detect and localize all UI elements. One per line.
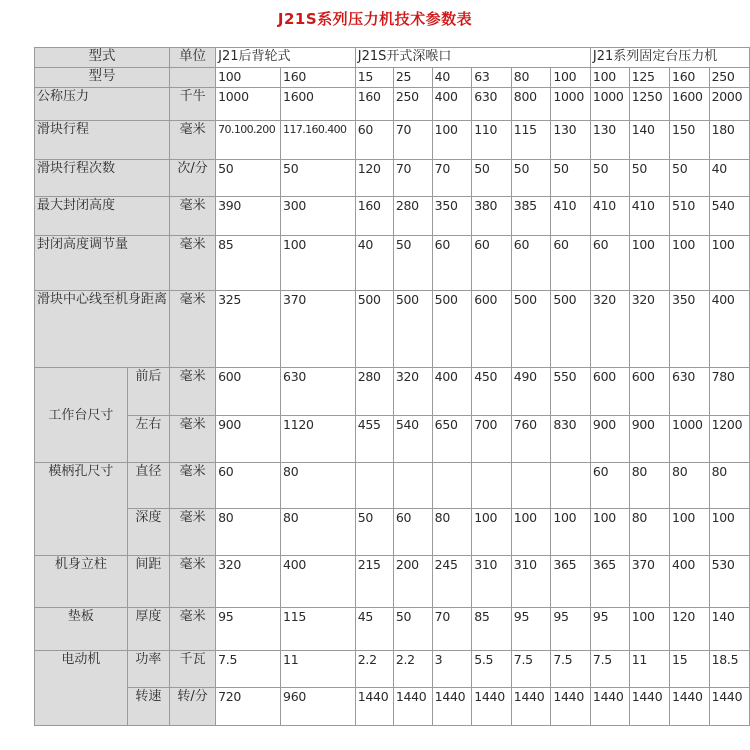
value-cell: 365 bbox=[590, 556, 629, 608]
value-cell: 50 bbox=[590, 160, 629, 197]
sub-label: 直径 bbox=[127, 463, 169, 509]
value-cell: 50 bbox=[393, 608, 432, 651]
value-cell: 15 bbox=[670, 651, 710, 688]
value-cell: 100 bbox=[709, 236, 749, 291]
value-cell: 600 bbox=[216, 368, 281, 416]
value-cell: 7.5 bbox=[511, 651, 551, 688]
data-row bbox=[35, 291, 750, 368]
row-unit: 毫米 bbox=[170, 291, 216, 368]
value-cell: 120 bbox=[670, 608, 710, 651]
value-cell: 700 bbox=[472, 416, 512, 463]
value-cell: 25 bbox=[393, 68, 432, 88]
value-cell: 40 bbox=[709, 160, 749, 197]
value-cell: 1440 bbox=[511, 688, 551, 726]
value-cell: 100 bbox=[281, 236, 356, 291]
sub-label: 间距 bbox=[127, 556, 169, 608]
value-cell: 370 bbox=[281, 291, 356, 368]
value-cell: 250 bbox=[709, 68, 749, 88]
value-cell: 3 bbox=[432, 651, 472, 688]
row-unit: 毫米 bbox=[170, 608, 216, 651]
value-cell: 7.5 bbox=[590, 651, 629, 688]
value-cell: 600 bbox=[590, 368, 629, 416]
value-cell: 100 bbox=[472, 509, 512, 556]
value-cell: 400 bbox=[432, 368, 472, 416]
value-cell: 45 bbox=[355, 608, 393, 651]
value-cell: 280 bbox=[393, 197, 432, 236]
value-cell: 1600 bbox=[281, 88, 356, 121]
row-unit: 毫米 bbox=[170, 509, 216, 556]
value-cell: 600 bbox=[472, 291, 512, 368]
row-label: 滑块行程次数 bbox=[35, 160, 170, 197]
value-cell: 100 bbox=[590, 509, 629, 556]
value-cell: 1000 bbox=[216, 88, 281, 121]
spec-table bbox=[34, 47, 750, 726]
value-cell: 60 bbox=[511, 236, 551, 291]
value-cell: 100 bbox=[551, 68, 591, 88]
value-cell: 50 bbox=[216, 160, 281, 197]
value-cell: 510 bbox=[670, 197, 710, 236]
value-cell: 100 bbox=[670, 509, 710, 556]
value-cell: 85 bbox=[216, 236, 281, 291]
value-cell: 325 bbox=[216, 291, 281, 368]
value-cell: 120 bbox=[355, 160, 393, 197]
value-cell: 15 bbox=[355, 68, 393, 88]
data-row bbox=[35, 88, 750, 121]
value-cell: 310 bbox=[472, 556, 512, 608]
value-cell: 320 bbox=[393, 368, 432, 416]
value-cell: 50 bbox=[670, 160, 710, 197]
data-row bbox=[35, 463, 750, 509]
value-cell: 95 bbox=[551, 608, 591, 651]
value-cell: 50 bbox=[472, 160, 512, 197]
value-cell: 160 bbox=[355, 88, 393, 121]
value-cell: 140 bbox=[709, 608, 749, 651]
data-row bbox=[35, 688, 750, 726]
value-cell: 540 bbox=[709, 197, 749, 236]
group-label-die-hole: 模柄孔尺寸 bbox=[35, 463, 128, 556]
value-cell: 95 bbox=[590, 608, 629, 651]
sub-label: 深度 bbox=[127, 509, 169, 556]
value-cell bbox=[511, 463, 551, 509]
value-cell: 540 bbox=[393, 416, 432, 463]
value-cell bbox=[355, 463, 393, 509]
group-header-j21-fixed: J21系列固定台压力机 bbox=[590, 48, 749, 68]
data-row bbox=[35, 121, 750, 160]
value-cell: 1440 bbox=[709, 688, 749, 726]
value-cell: 1250 bbox=[629, 88, 669, 121]
value-cell: 40 bbox=[432, 68, 472, 88]
value-cell: 100 bbox=[551, 509, 591, 556]
value-cell: 7.5 bbox=[551, 651, 591, 688]
value-cell: 320 bbox=[590, 291, 629, 368]
value-cell: 160 bbox=[670, 68, 710, 88]
value-cell: 500 bbox=[432, 291, 472, 368]
data-row bbox=[35, 236, 750, 291]
value-cell: 80 bbox=[281, 509, 356, 556]
value-cell: 400 bbox=[281, 556, 356, 608]
value-cell: 410 bbox=[629, 197, 669, 236]
value-cell: 1440 bbox=[670, 688, 710, 726]
value-cell: 85 bbox=[472, 608, 512, 651]
value-cell: 630 bbox=[472, 88, 512, 121]
value-cell: 100 bbox=[629, 608, 669, 651]
value-cell: 380 bbox=[472, 197, 512, 236]
value-cell: 80 bbox=[216, 509, 281, 556]
value-cell: 1120 bbox=[281, 416, 356, 463]
value-cell: 60 bbox=[551, 236, 591, 291]
value-cell: 900 bbox=[629, 416, 669, 463]
value-cell: 1000 bbox=[551, 88, 591, 121]
value-cell: 390 bbox=[216, 197, 281, 236]
value-cell: 760 bbox=[511, 416, 551, 463]
value-cell: 60 bbox=[393, 509, 432, 556]
value-cell: 60 bbox=[216, 463, 281, 509]
value-cell: 115 bbox=[281, 608, 356, 651]
row-label: 公称压力 bbox=[35, 88, 170, 121]
data-row bbox=[35, 509, 750, 556]
sub-label: 厚度 bbox=[127, 608, 169, 651]
value-cell: 1000 bbox=[590, 88, 629, 121]
value-cell: 125 bbox=[629, 68, 669, 88]
unit-header: 单位 bbox=[170, 48, 216, 68]
sub-label: 左右 bbox=[127, 416, 169, 463]
value-cell: 490 bbox=[511, 368, 551, 416]
value-cell: 18.5 bbox=[709, 651, 749, 688]
value-cell: 600 bbox=[629, 368, 669, 416]
value-cell: 830 bbox=[551, 416, 591, 463]
value-cell: 130 bbox=[551, 121, 591, 160]
sub-label: 转速 bbox=[127, 688, 169, 726]
value-cell: 140 bbox=[629, 121, 669, 160]
row-unit: 毫米 bbox=[170, 121, 216, 160]
value-cell: 80 bbox=[511, 68, 551, 88]
value-cell: 95 bbox=[511, 608, 551, 651]
value-cell: 7.5 bbox=[216, 651, 281, 688]
value-cell: 1440 bbox=[432, 688, 472, 726]
value-cell: 100 bbox=[629, 236, 669, 291]
value-cell: 250 bbox=[393, 88, 432, 121]
value-cell: 100 bbox=[670, 236, 710, 291]
value-cell: 80 bbox=[709, 463, 749, 509]
value-cell: 500 bbox=[511, 291, 551, 368]
value-cell: 50 bbox=[281, 160, 356, 197]
value-cell: 110 bbox=[472, 121, 512, 160]
value-cell: 1440 bbox=[472, 688, 512, 726]
value-cell: 80 bbox=[629, 509, 669, 556]
row-unit: 毫米 bbox=[170, 416, 216, 463]
value-cell: 630 bbox=[281, 368, 356, 416]
group-header-j21s: J21S开式深喉口 bbox=[355, 48, 590, 68]
row-unit: 毫米 bbox=[170, 236, 216, 291]
value-cell: 215 bbox=[355, 556, 393, 608]
page-title: J21S系列压力机技术参数表 bbox=[277, 10, 473, 28]
group-label-workbench: 工作台尺寸 bbox=[35, 368, 128, 463]
value-cell: 630 bbox=[670, 368, 710, 416]
value-cell: 70 bbox=[432, 160, 472, 197]
value-cell: 160 bbox=[355, 197, 393, 236]
value-cell: 1440 bbox=[551, 688, 591, 726]
value-cell: 370 bbox=[629, 556, 669, 608]
value-cell: 400 bbox=[432, 88, 472, 121]
value-cell: 70.100.200 bbox=[216, 121, 281, 160]
value-cell: 60 bbox=[355, 121, 393, 160]
row-unit: 千牛 bbox=[170, 88, 216, 121]
value-cell: 455 bbox=[355, 416, 393, 463]
value-cell: 2.2 bbox=[355, 651, 393, 688]
row-label: 滑块中心线至机身距离 bbox=[35, 291, 170, 368]
value-cell: 130 bbox=[590, 121, 629, 160]
value-cell bbox=[393, 463, 432, 509]
row-label: 型号 bbox=[35, 68, 170, 88]
value-cell: 500 bbox=[551, 291, 591, 368]
data-row bbox=[35, 651, 750, 688]
value-cell: 400 bbox=[670, 556, 710, 608]
value-cell: 5.5 bbox=[472, 651, 512, 688]
row-label: 机身立柱 bbox=[35, 556, 128, 608]
value-cell: 1440 bbox=[355, 688, 393, 726]
group-header-j21: J21后背轮式 bbox=[216, 48, 356, 68]
value-cell: 320 bbox=[216, 556, 281, 608]
value-cell: 1000 bbox=[670, 416, 710, 463]
value-cell: 100 bbox=[590, 68, 629, 88]
value-cell: 100 bbox=[709, 509, 749, 556]
value-cell: 60 bbox=[590, 236, 629, 291]
value-cell: 100 bbox=[216, 68, 281, 88]
row-unit: 转/分 bbox=[170, 688, 216, 726]
value-cell: 80 bbox=[670, 463, 710, 509]
type-header: 型式 bbox=[35, 48, 170, 68]
value-cell: 900 bbox=[590, 416, 629, 463]
value-cell: 800 bbox=[511, 88, 551, 121]
value-cell: 320 bbox=[629, 291, 669, 368]
value-cell: 550 bbox=[551, 368, 591, 416]
value-cell: 80 bbox=[432, 509, 472, 556]
value-cell: 780 bbox=[709, 368, 749, 416]
group-label-motor: 电动机 bbox=[35, 651, 128, 726]
row-label: 封闭高度调节量 bbox=[35, 236, 170, 291]
value-cell: 410 bbox=[590, 197, 629, 236]
value-cell: 40 bbox=[355, 236, 393, 291]
value-cell: 2000 bbox=[709, 88, 749, 121]
sub-label: 前后 bbox=[127, 368, 169, 416]
value-cell: 900 bbox=[216, 416, 281, 463]
value-cell: 960 bbox=[281, 688, 356, 726]
row-unit: 毫米 bbox=[170, 463, 216, 509]
row-unit: 毫米 bbox=[170, 368, 216, 416]
value-cell: 60 bbox=[590, 463, 629, 509]
row-unit: 毫米 bbox=[170, 197, 216, 236]
data-row bbox=[35, 416, 750, 463]
data-row bbox=[35, 160, 750, 197]
value-cell: 50 bbox=[355, 509, 393, 556]
row-unit: 毫米 bbox=[170, 556, 216, 608]
model-row bbox=[35, 68, 750, 88]
row-label: 最大封闭高度 bbox=[35, 197, 170, 236]
value-cell: 60 bbox=[472, 236, 512, 291]
value-cell: 350 bbox=[670, 291, 710, 368]
value-cell: 300 bbox=[281, 197, 356, 236]
value-cell: 310 bbox=[511, 556, 551, 608]
value-cell: 80 bbox=[629, 463, 669, 509]
row-label: 滑块行程 bbox=[35, 121, 170, 160]
value-cell: 70 bbox=[432, 608, 472, 651]
value-cell: 530 bbox=[709, 556, 749, 608]
value-cell: 2.2 bbox=[393, 651, 432, 688]
value-cell: 160 bbox=[281, 68, 356, 88]
value-cell: 1440 bbox=[590, 688, 629, 726]
value-cell: 200 bbox=[393, 556, 432, 608]
data-row bbox=[35, 197, 750, 236]
value-cell bbox=[432, 463, 472, 509]
value-cell: 720 bbox=[216, 688, 281, 726]
value-cell: 385 bbox=[511, 197, 551, 236]
row-unit bbox=[170, 68, 216, 88]
row-unit: 次/分 bbox=[170, 160, 216, 197]
value-cell: 180 bbox=[709, 121, 749, 160]
value-cell: 1600 bbox=[670, 88, 710, 121]
value-cell: 100 bbox=[511, 509, 551, 556]
value-cell: 50 bbox=[393, 236, 432, 291]
value-cell: 100 bbox=[432, 121, 472, 160]
value-cell bbox=[472, 463, 512, 509]
value-cell: 1200 bbox=[709, 416, 749, 463]
value-cell: 50 bbox=[511, 160, 551, 197]
value-cell: 63 bbox=[472, 68, 512, 88]
value-cell: 1440 bbox=[629, 688, 669, 726]
value-cell: 350 bbox=[432, 197, 472, 236]
value-cell: 500 bbox=[355, 291, 393, 368]
data-row bbox=[35, 368, 750, 416]
value-cell: 50 bbox=[551, 160, 591, 197]
value-cell: 117.160.400 bbox=[281, 121, 356, 160]
value-cell: 500 bbox=[393, 291, 432, 368]
value-cell: 280 bbox=[355, 368, 393, 416]
value-cell bbox=[551, 463, 591, 509]
value-cell: 70 bbox=[393, 121, 432, 160]
value-cell: 450 bbox=[472, 368, 512, 416]
value-cell: 11 bbox=[281, 651, 356, 688]
value-cell: 60 bbox=[432, 236, 472, 291]
value-cell: 365 bbox=[551, 556, 591, 608]
data-row bbox=[35, 556, 750, 608]
row-unit: 千瓦 bbox=[170, 651, 216, 688]
row-label: 垫板 bbox=[35, 608, 128, 651]
value-cell: 115 bbox=[511, 121, 551, 160]
value-cell: 80 bbox=[281, 463, 356, 509]
value-cell: 1440 bbox=[393, 688, 432, 726]
value-cell: 50 bbox=[629, 160, 669, 197]
value-cell: 11 bbox=[629, 651, 669, 688]
value-cell: 400 bbox=[709, 291, 749, 368]
value-cell: 410 bbox=[551, 197, 591, 236]
value-cell: 150 bbox=[670, 121, 710, 160]
sub-label: 功率 bbox=[127, 651, 169, 688]
value-cell: 95 bbox=[216, 608, 281, 651]
data-row bbox=[35, 608, 750, 651]
value-cell: 245 bbox=[432, 556, 472, 608]
value-cell: 70 bbox=[393, 160, 432, 197]
value-cell: 650 bbox=[432, 416, 472, 463]
